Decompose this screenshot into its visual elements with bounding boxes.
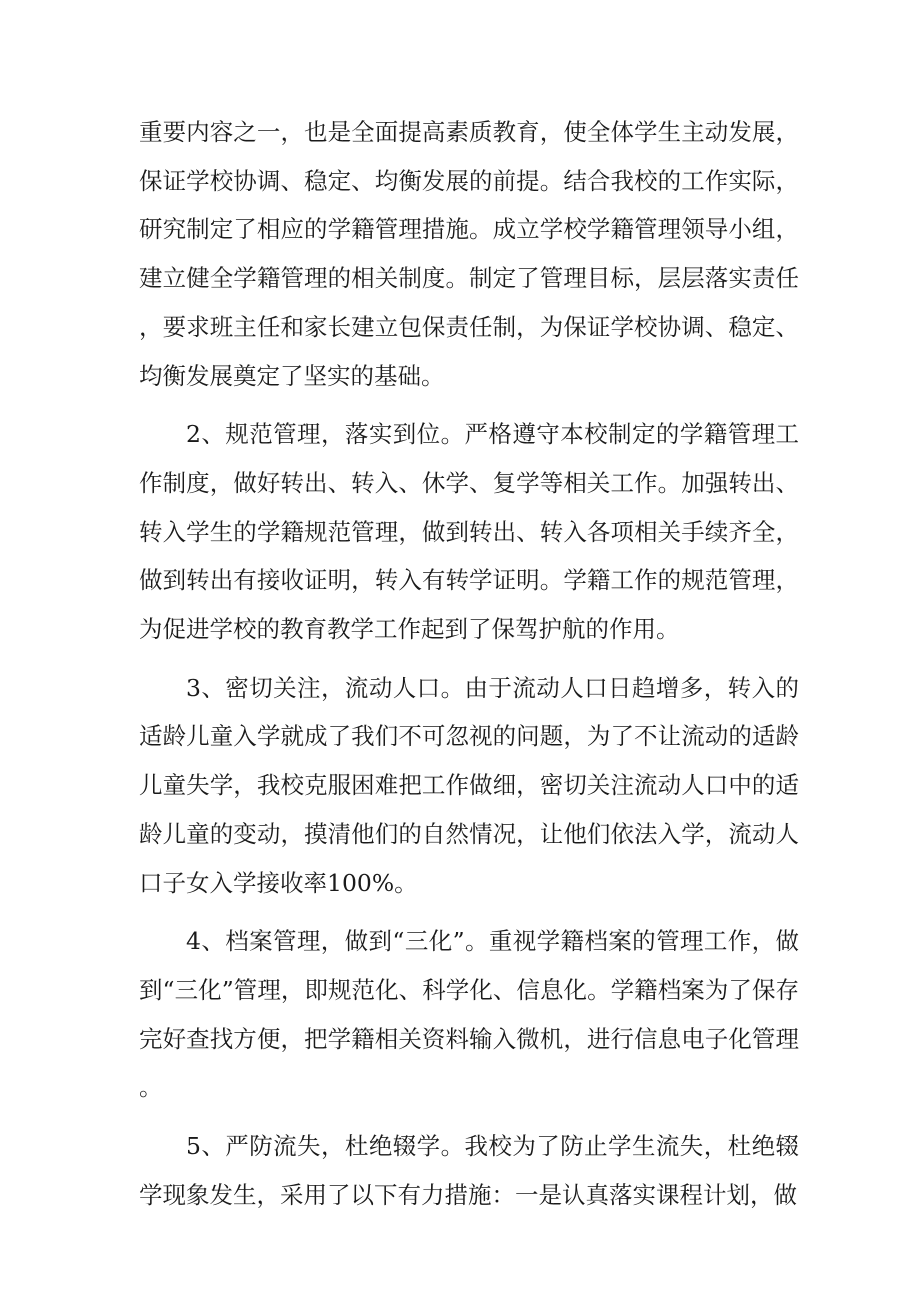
paragraph-floating-population: 3、密切关注，流动人口。由于流动人口日趋增多，转入的适龄儿童入学就成了我们不可忽视的问题，为了不让流动的适龄儿童失学，我校克服困难把工作做细，密切关注流动人口中的适龄儿童的变动，摸清他们的自然情况，让他们依法入学，流动人口子女入学接收率100%。	[139, 673, 799, 897]
paragraph-standardized-management: 2、规范管理，落实到位。严格遵守本校制定的学籍管理工作制度，做好转出、转入、休学、复学等相关工作。加强转出、转入学生的学籍规范管理，做到转出、转入各项相关手续齐全，做到转出有接收证明，转入有转学证明。学籍工作的规范管理，为促进学校的教育教学工作起到了保驾护航的作用。	[139, 420, 799, 644]
document-body	[139, 108, 799, 1229]
paragraph-prevent-dropout: 5、严防流失，杜绝辍学。我校为了防止学生流失，杜绝辍学现象发生，采用了以下有力措施：一是认真落实课程计划，做	[139, 1132, 799, 1209]
paragraph-archive-management: 4、档案管理，做到“三化”。重视学籍档案的管理工作，做到“三化”管理，即规范化、科学化、信息化。学籍档案为了保存完好查找方便，把学籍相关资料输入微机，进行信息电子化管理。	[139, 927, 799, 1102]
paragraph-continued: 重要内容之一，也是全面提高素质教育，使全体学生主动发展，保证学校协调、稳定、均衡发展的前提。结合我校的工作实际，研究制定了相应的学籍管理措施。成立学校学籍管理领导小组，建立健全学籍管理的相关制度。制定了管理目标，层层落实责任，要求班主任和家长建立包保责任制，为保证学校协调、稳定、均衡发展奠定了坚实的基础。	[139, 118, 799, 390]
